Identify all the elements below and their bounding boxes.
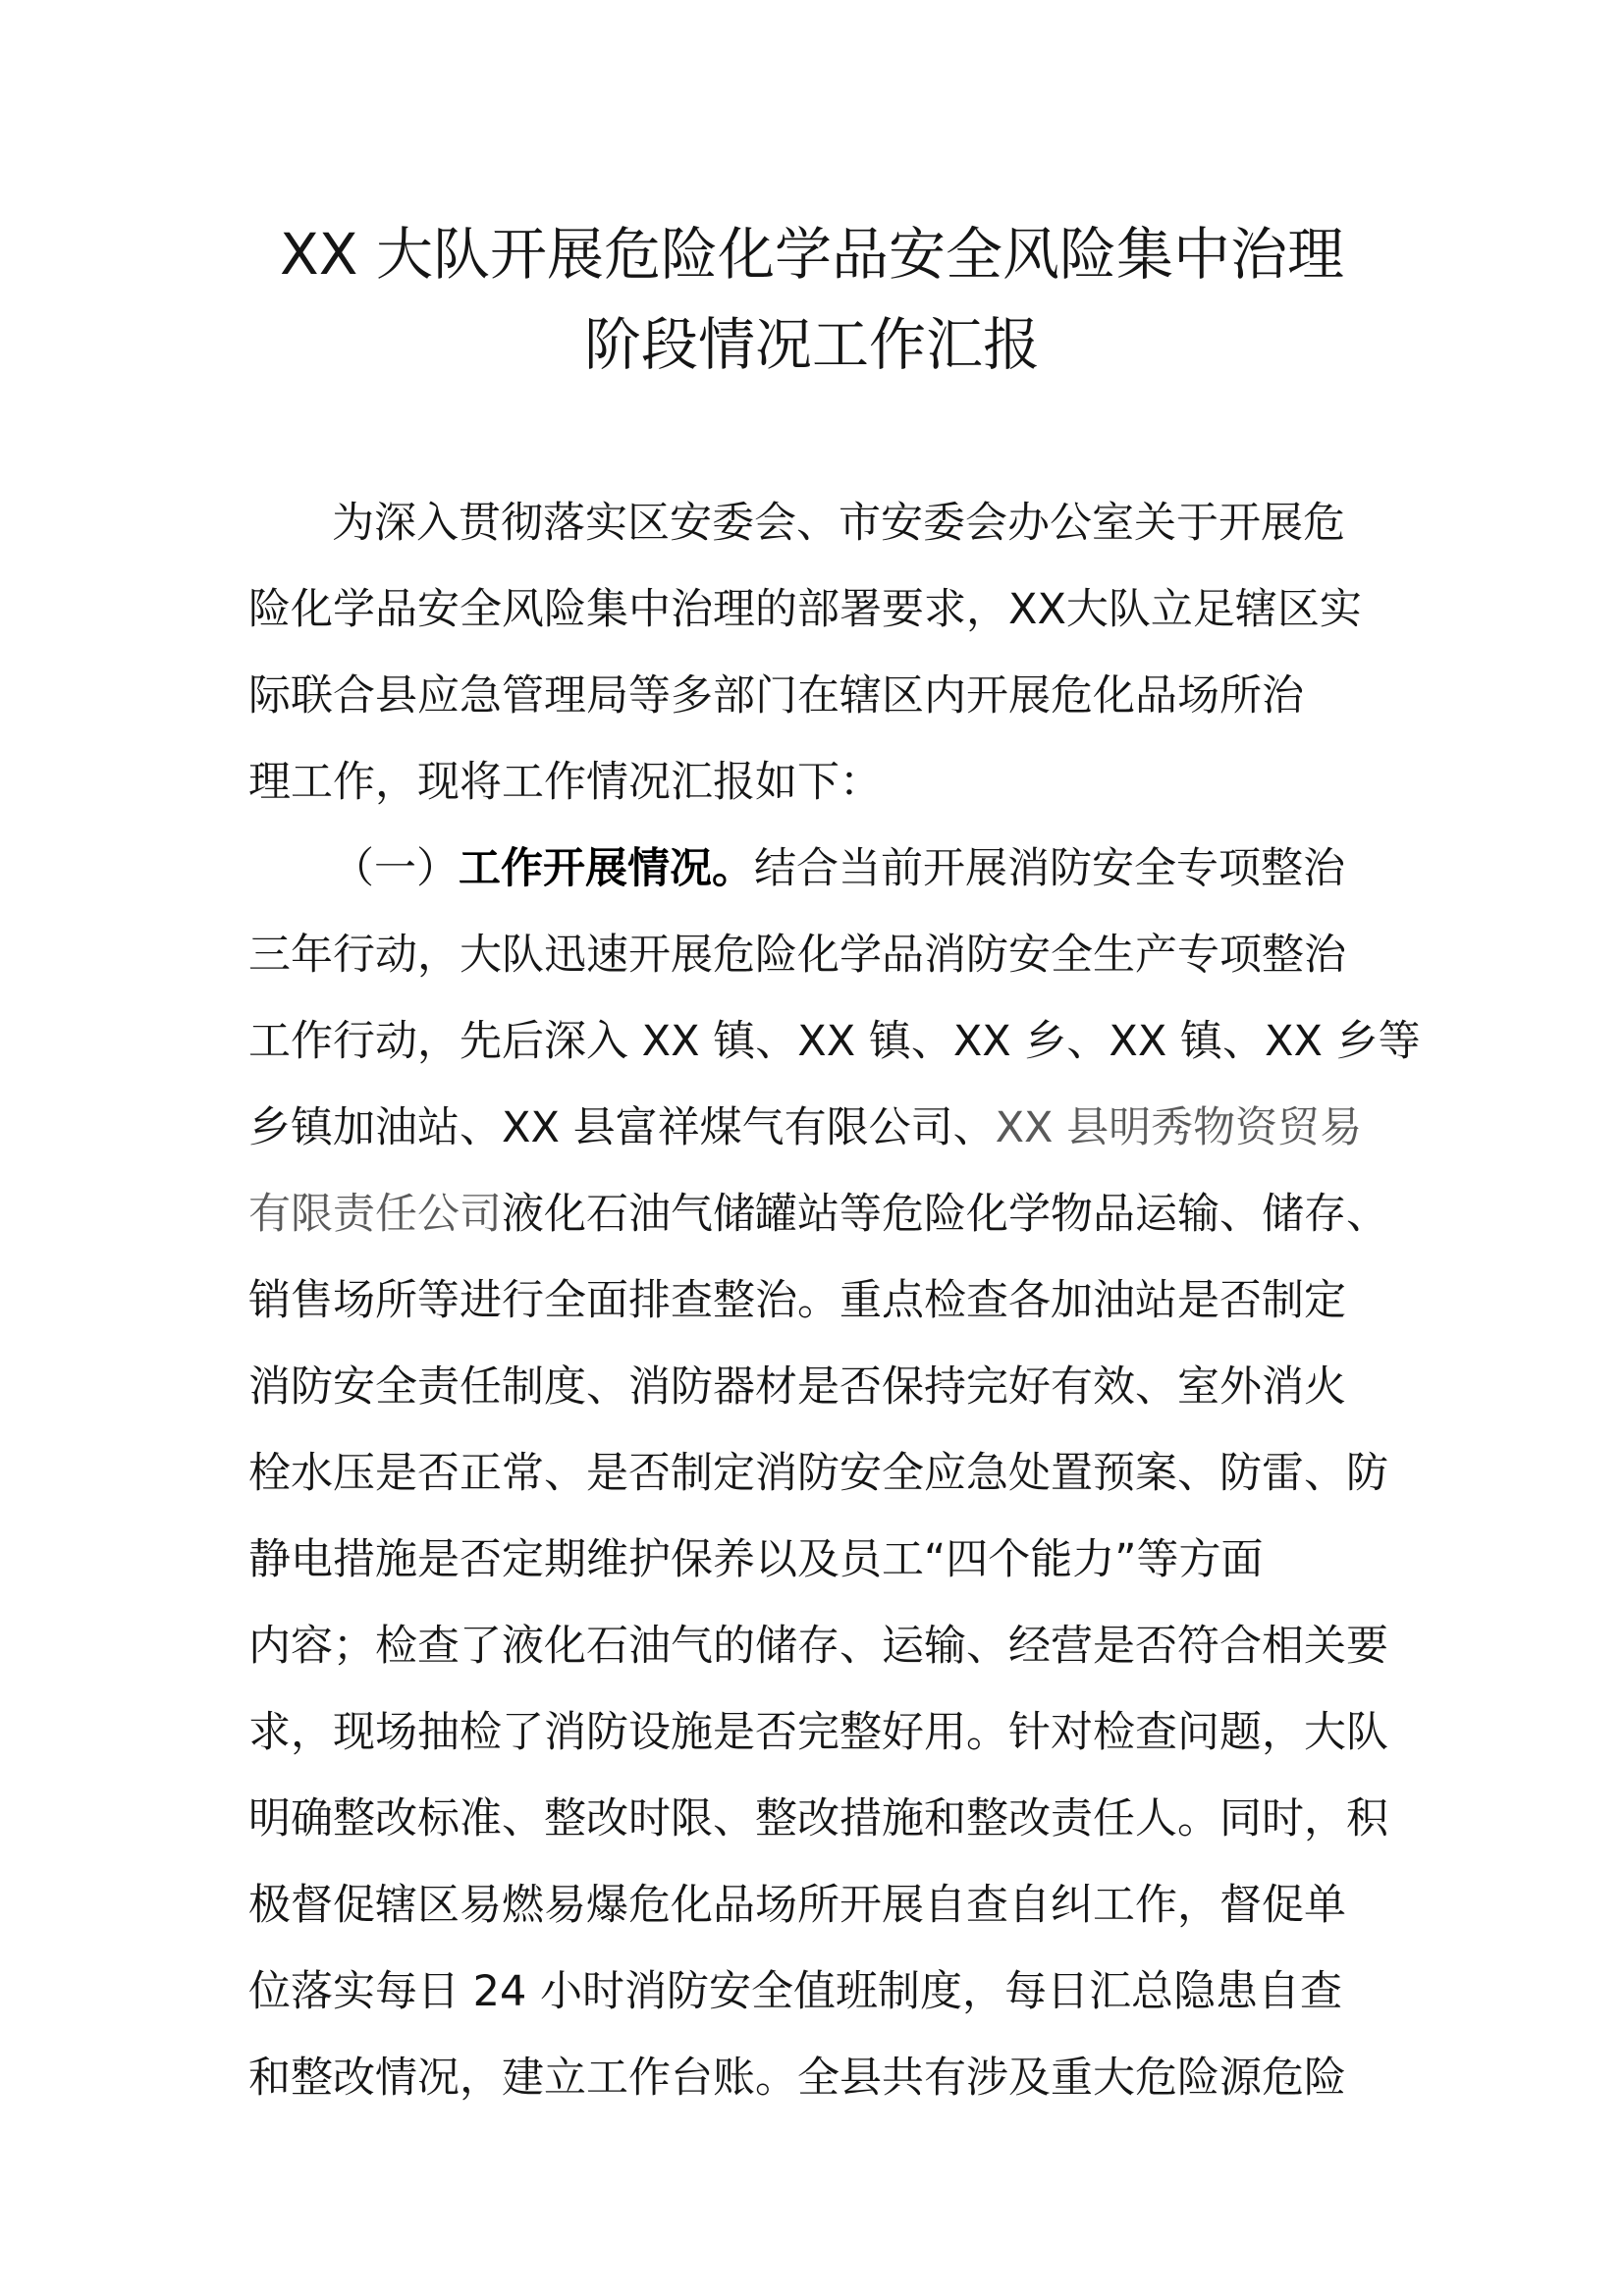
section-1-line-3: 工作行动，先后深入 XX 镇、XX 镇、XX 乡、XX 镇、XX 乡等	[248, 1017, 1421, 1066]
section-1-line-4-text: 乡镇加油站、XX 县富祥煤气有限公司、	[248, 1103, 996, 1152]
section-1-number: （一）	[332, 844, 459, 893]
company-name-part-2: 有限责任公司	[248, 1190, 502, 1239]
section-1-line-5	[248, 1187, 1388, 1242]
intro-line-3: 际联合县应急管理局等多部门在辖区内开展危化品场所治	[248, 671, 1304, 721]
section-1-line-1	[332, 841, 1345, 896]
document-title-line-1: XX 大队开展危险化学品安全风险集中治理	[280, 221, 1344, 288]
document-title-line-2: 阶段情况工作汇报	[583, 311, 1040, 378]
section-1-line-10: 内容；检查了液化石油气的储存、运输、经营是否符合相关要	[248, 1622, 1388, 1671]
section-1-line-11: 求，现场抽检了消防设施是否完整好用。针对检查问题，大队	[248, 1708, 1388, 1757]
section-1-line-14: 位落实每日 24 小时消防安全值班制度，每日汇总隐患自查	[248, 1967, 1343, 2016]
section-1-line-4	[248, 1100, 1362, 1155]
section-1-line-6: 销售场所等进行全面排查整治。重点检查各加油站是否制定	[248, 1276, 1346, 1325]
intro-line-4: 理工作，现将工作情况汇报如下：	[248, 758, 882, 807]
section-1-first-line-text: 结合当前开展消防安全专项整治	[754, 844, 1345, 893]
section-1-line-12: 明确整改标准、整改时限、整改措施和整改责任人。同时，积	[248, 1794, 1388, 1843]
company-name-part-1: XX 县明秀物资贸易	[995, 1103, 1363, 1152]
section-1-line-15: 和整改情况，建立工作台账。全县共有涉及重大危险源危险	[248, 2054, 1346, 2103]
intro-line-2: 险化学品安全风险集中治理的部署要求，XX大队立足辖区实	[248, 585, 1362, 634]
section-1-line-8: 栓水压是否正常、是否制定消防安全应急处置预案、防雷、防	[248, 1449, 1388, 1498]
section-1-line-5-text: 液化石油气储罐站等危险化学物品运输、储存、	[502, 1190, 1388, 1239]
section-1-line-7: 消防安全责任制度、消防器材是否保持完好有效、室外消火	[248, 1362, 1346, 1412]
section-1-heading: 工作开展情况。	[459, 844, 754, 893]
section-1-line-9: 静电措施是否定期维护保养以及员工“四个能力”等方面	[248, 1535, 1264, 1584]
section-1-line-13: 极督促辖区易燃易爆危化品场所开展自查自纠工作，督促单	[248, 1881, 1346, 1930]
intro-line-1: 为深入贯彻落实区安委会、市安委会办公室关于开展危	[332, 499, 1345, 548]
section-1-line-2: 三年行动，大队迅速开展危险化学品消防安全生产专项整治	[248, 931, 1346, 980]
